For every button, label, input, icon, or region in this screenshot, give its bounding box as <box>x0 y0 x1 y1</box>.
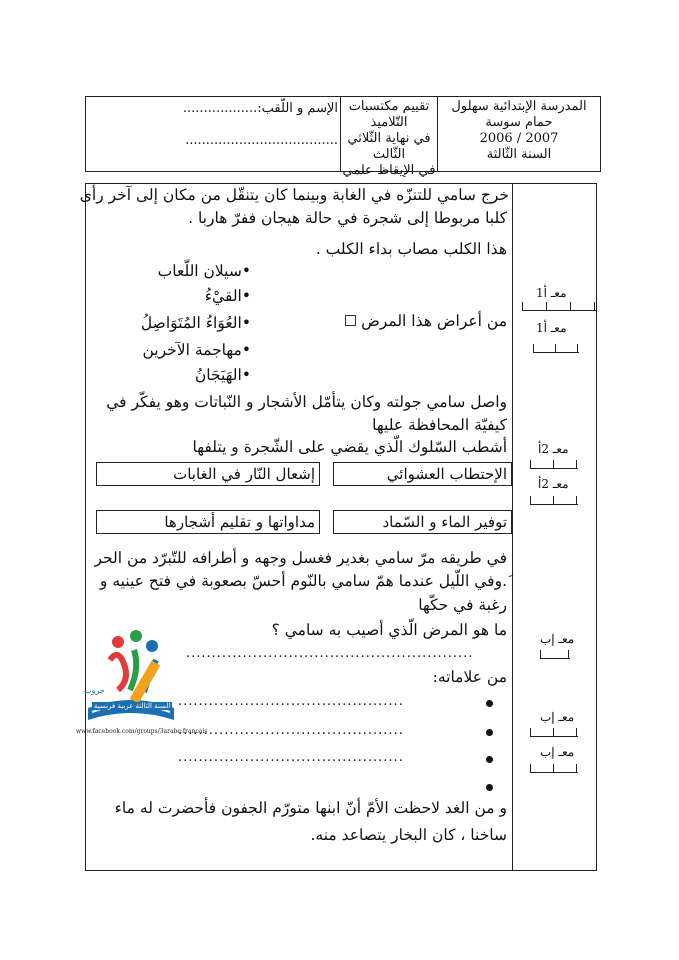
school-year: 2006 / 2007 <box>479 131 559 146</box>
evaluation-info <box>340 97 437 178</box>
option-box[interactable]: الإحتطاب العشوائي <box>333 462 512 486</box>
symptoms-question: من أعراض هذا المرض <box>345 312 507 330</box>
list-item: •مهاجمة الآخرين <box>142 341 251 359</box>
text-line: في طريقه مرّ سامي بغدير فغسل وجهه و أطرافه للتّبرّد من الحر <box>94 549 507 567</box>
criterion-mark: معـ إب <box>540 745 575 759</box>
bullet-dot <box>486 729 493 736</box>
school-info <box>437 97 600 171</box>
text-line: أشطب السّلوك الّذي يقضي على الشّجرة و يتلفها <box>192 438 507 456</box>
score-ticks[interactable] <box>533 342 579 353</box>
marks-column-divider <box>512 183 513 871</box>
logo-subtitle: السنة الثالثة عربية فرنسية <box>94 702 171 710</box>
eval-title: تقييم مكتسبات التّلاميذ <box>348 99 430 130</box>
name-dots: ..................................... <box>185 133 338 148</box>
bullet-dot <box>486 784 493 791</box>
question-text: ما هو المرض الّذي أصيب به سامي ؟ <box>271 621 507 639</box>
criterion-mark: معـ أ1 <box>536 321 567 335</box>
text-line: و من الغد لاحظت الأمّ أنّ ابنها متورّم الجفون فأحضرت له ماء <box>114 799 507 817</box>
school-name: المدرسة الإبتدائية سهلول <box>451 99 587 114</box>
list-item: •الهَيَجَانُ <box>194 366 251 384</box>
text-line: رغبة في حكّها <box>418 596 507 614</box>
eval-term: في نهاية الثّلاثي الثّالث <box>347 131 431 162</box>
answer-dots[interactable]: ........................................................ <box>186 646 474 661</box>
logo-graphic <box>78 620 184 740</box>
group-logo <box>76 620 208 740</box>
name-label: الإسم و اللّقب:.................. <box>182 101 338 116</box>
score-ticks[interactable] <box>522 300 596 311</box>
checkbox-icon[interactable] <box>345 315 356 326</box>
text-line: ساخنا ، كان البخار يتصاعد منه. <box>310 826 507 844</box>
option-box[interactable]: إشعال النّار في الغابات <box>96 462 320 486</box>
eval-subject: في الإيقاظ علمي <box>342 163 436 178</box>
text-line: واصل سامي جولته وكان يتأمّل الأشجار و النّباتات وهو يفكّر في <box>106 393 507 411</box>
criterion-mark: معـ 2أ <box>538 477 569 491</box>
signs-label: من علاماته: <box>432 668 507 686</box>
criterion-mark: معـ إب <box>540 632 575 646</box>
student-name-field[interactable] <box>86 97 342 171</box>
text-line: كيفيّة المحافظة عليها <box>372 416 507 434</box>
answer-dots[interactable]: ............................................ <box>178 750 404 765</box>
criterion-mark: معـ إب <box>540 710 575 724</box>
option-box[interactable]: مداواتها و تقليم أشجارها <box>96 510 320 534</box>
score-ticks[interactable] <box>530 762 578 773</box>
score-ticks[interactable] <box>530 494 578 505</box>
list-item: •سيلان اللّعاب <box>157 262 251 280</box>
score-ticks[interactable] <box>530 458 578 469</box>
score-ticks[interactable] <box>530 726 578 737</box>
list-item: •العُوَاءُ المُتَوَاصِلُ <box>140 314 251 332</box>
logo-title: جروب <box>84 686 105 695</box>
text-line: كلبا مربوطا إلى شجرة في حالة هيجان ففرّ هاربا . <box>188 209 507 227</box>
bullet-dot <box>486 700 493 707</box>
text-line: خرج سامي للتنزّه في الغابة وبينما كان يتنقّل من مكان إلى آخر رأى <box>79 186 509 204</box>
list-item: •القيْءُ <box>204 287 251 305</box>
option-box[interactable]: توفير الماء و السّماد <box>333 510 512 534</box>
logo-url: www.facebook.com/groups/3arabe.francais <box>76 728 208 735</box>
answer-dots[interactable]: ............................................ <box>178 723 404 738</box>
text-line: َ.وفي اللّيل عندما همّ سامي بالنّوم أحسّ بصعوبة في فتح عينيه و <box>99 572 507 590</box>
text-line: هذا الكلب مصاب بداء الكلب . <box>315 240 507 258</box>
score-ticks[interactable] <box>540 648 570 659</box>
answer-dots[interactable]: ............................................ <box>178 694 404 709</box>
bullet-dot <box>486 756 493 763</box>
school-town: حمام سوسة <box>485 115 553 130</box>
header-table <box>85 96 601 178</box>
criterion-mark: معـ أ1 <box>536 286 567 300</box>
criterion-mark: معـ 2أ <box>538 442 569 456</box>
school-grade: السنة الثّالثة <box>486 147 552 162</box>
